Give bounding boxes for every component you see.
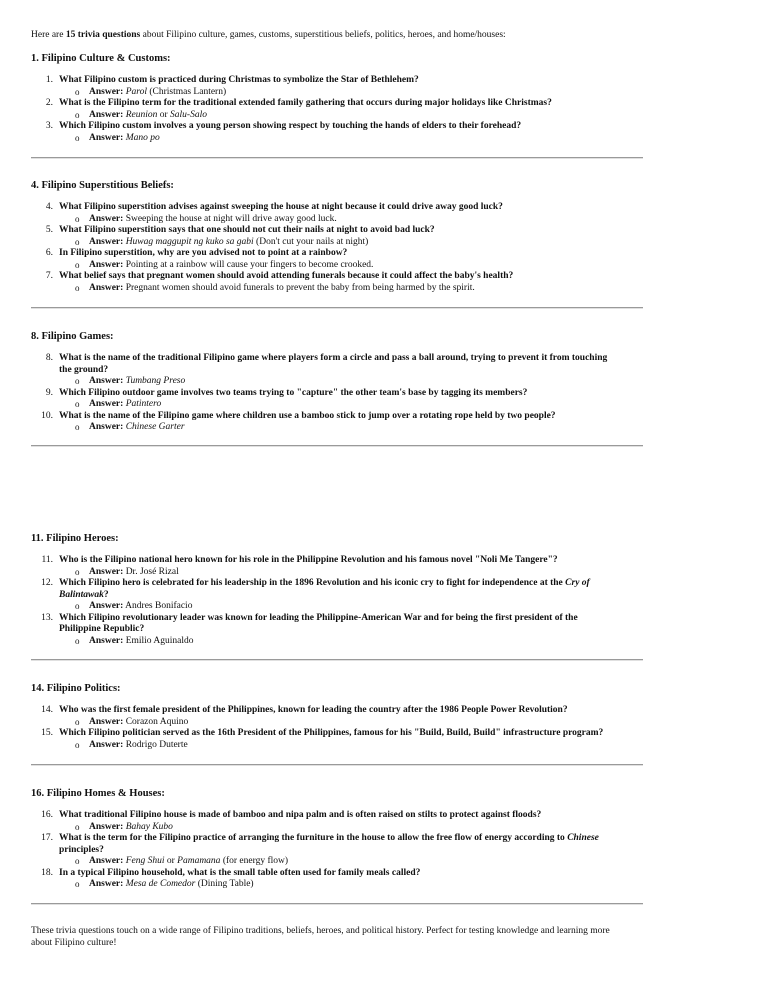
answer-label: Answer: xyxy=(89,213,124,224)
question-text-emphasis: Chinese xyxy=(567,833,599,843)
intro-strong: 15 trivia questions xyxy=(65,30,141,40)
answer-value: Parol xyxy=(125,86,147,97)
answer-item xyxy=(31,717,643,729)
intro-suffix: about Filipino culture, games, customs, superstitious beliefs, politics, heroes, and home/houses: xyxy=(140,30,506,40)
answer-item xyxy=(31,237,643,249)
question-text-line2: the ground? xyxy=(59,364,109,375)
bullet-icon: o xyxy=(75,716,80,727)
bullet-icon: o xyxy=(75,635,80,646)
closing-paragraph xyxy=(31,925,641,949)
question-number: 5. xyxy=(45,225,53,235)
question-text: Which Filipino politician served as the 16th President of the Philippines, famous for his "Build, Build, Build" infrastructure program? xyxy=(59,728,604,738)
question-item xyxy=(31,98,643,110)
question-number: 10. xyxy=(41,410,53,421)
question-number: 2. xyxy=(45,98,53,108)
bullet-icon: o xyxy=(75,86,80,97)
answer-label: Answer: xyxy=(89,601,124,611)
question-text: What traditional Filipino house is made of bamboo and nipa palm and is often raised on stilts to protect against floods? xyxy=(59,810,542,820)
answer-value: Feng Shui xyxy=(125,856,165,866)
question-number: 4. xyxy=(45,202,53,212)
answer-item xyxy=(31,601,643,613)
question-item xyxy=(31,868,643,880)
question-number: 14. xyxy=(41,705,53,715)
answer-connector: or xyxy=(157,109,171,120)
bullet-icon: o xyxy=(75,422,80,432)
section-title: 8. Filipino Games: xyxy=(31,331,114,342)
answer-item xyxy=(31,110,643,122)
question-text xyxy=(59,353,643,376)
bullet-icon: o xyxy=(75,601,80,611)
divider-line xyxy=(31,659,643,661)
answer-item xyxy=(31,87,643,99)
answer-value: Emilio Aguinaldo xyxy=(125,635,194,646)
question-text-line1: What is the term for the Filipino practice of arranging the furniture in the house to allow the free flow of energy according to xyxy=(59,833,568,843)
answer-item xyxy=(31,260,643,272)
answer-item xyxy=(31,283,643,295)
bullet-icon: o xyxy=(75,856,80,866)
answer-value: Patintero xyxy=(125,399,162,409)
divider-line xyxy=(31,307,643,309)
answer-value: Andres Bonifacio xyxy=(125,601,193,611)
section-title: 11. Filipino Heroes: xyxy=(31,533,119,544)
divider-line xyxy=(31,903,643,905)
answer-item xyxy=(31,740,643,752)
answer-value: Huwag maggupit ng kuko sa gabi xyxy=(125,236,254,247)
answer-label: Answer: xyxy=(89,236,124,247)
answer-item xyxy=(31,567,643,579)
question-text: What Filipino superstition advises against sweeping the house at night because it could drive away good luck? xyxy=(59,202,503,212)
answer-value: Chinese Garter xyxy=(125,422,185,432)
question-text-line2: principles? xyxy=(59,844,104,855)
answer-label: Answer: xyxy=(89,566,124,577)
question-text xyxy=(59,833,643,856)
bullet-icon: o xyxy=(75,213,80,224)
question-number: 6. xyxy=(45,248,53,258)
answer-item xyxy=(31,399,643,411)
answer-value: Mesa de Comedor xyxy=(125,879,196,889)
question-text: What is the Filipino term for the traditional extended family gathering that occurs during major holidays like Christmas? xyxy=(59,98,552,108)
closing-text-line2: about Filipino culture! xyxy=(31,938,117,948)
question-item xyxy=(31,833,643,856)
question-text: Who is the Filipino national hero known for his role in the Philippine Revolution and his famous novel "Noli Me Tangere"? xyxy=(59,555,558,565)
bullet-icon: o xyxy=(75,376,80,386)
closing-text-line1: These trivia questions touch on a wide range of Filipino traditions, beliefs, heroes, and political history. Perfect for testing knowledge and learning more xyxy=(31,926,610,936)
question-number: 15. xyxy=(41,728,53,738)
answer-label: Answer: xyxy=(89,821,124,832)
question-number: 11. xyxy=(41,555,53,565)
answer-item xyxy=(31,636,643,648)
question-text-line1: What is the name of the traditional Filipino game where players form a circle and pass a ball around, trying to prevent it from touching xyxy=(59,353,608,363)
question-item xyxy=(31,411,643,423)
answer-item xyxy=(31,376,643,388)
bullet-icon: o xyxy=(75,821,80,832)
question-text: Who was the first female president of the Philippines, known for leading the country after the 1986 People Power Revolution? xyxy=(59,705,568,715)
answer-value: Pregnant women should avoid funerals to prevent the baby from being harmed by the spirit. xyxy=(125,282,475,293)
answer-label: Answer: xyxy=(89,282,124,293)
section-games xyxy=(31,331,643,434)
question-text: What Filipino superstition says that one should not cut their nails at night to avoid bad luck? xyxy=(59,225,435,235)
answer-item xyxy=(31,822,643,834)
answer-item xyxy=(31,856,643,868)
question-item xyxy=(31,121,643,133)
question-item xyxy=(31,613,643,636)
question-number: 7. xyxy=(45,271,53,281)
question-item xyxy=(31,353,643,376)
answer-value: Pointing at a rainbow will cause your fingers to become crooked. xyxy=(125,259,374,270)
question-item xyxy=(31,202,643,214)
answer-suffix: (Christmas Lantern) xyxy=(146,86,227,97)
question-item xyxy=(31,555,643,567)
answer-value-alt: Pamamana xyxy=(177,856,221,866)
question-text: Which Filipino outdoor game involves two teams trying to "capture" the other team's base by tagging its members? xyxy=(59,387,528,398)
question-text-line1: Which Filipino revolutionary leader was known for leading the Philippine-American War and for being the first president of the xyxy=(59,612,578,623)
answer-value: Corazon Aquino xyxy=(125,716,189,727)
question-number: 8. xyxy=(45,353,53,363)
question-item xyxy=(31,271,643,283)
answer-suffix: (Don't cut your nails at night) xyxy=(253,236,369,247)
question-text: What is the name of the Filipino game where children use a bamboo stick to jump over a rotating rope held by two people? xyxy=(59,410,556,421)
question-text: What Filipino custom is practiced during Christmas to symbolize the Star of Bethlehem? xyxy=(59,75,419,85)
answer-label: Answer: xyxy=(89,422,124,432)
question-text-emphasis: Balintawak xyxy=(59,589,104,600)
answer-item xyxy=(31,133,643,145)
answer-label: Answer: xyxy=(89,739,124,750)
bullet-icon: o xyxy=(75,109,80,120)
question-text xyxy=(59,613,643,636)
answer-suffix: (Dining Table) xyxy=(195,879,254,889)
answer-label: Answer: xyxy=(89,879,124,889)
intro-prefix: Here are xyxy=(31,30,66,40)
question-text-line2: ? xyxy=(103,589,109,600)
answer-value: Rodrigo Duterte xyxy=(125,739,188,750)
answer-value: Mano po xyxy=(125,132,160,143)
question-text-emphasis: Cry of xyxy=(565,578,590,588)
answer-item xyxy=(31,214,643,226)
question-number: 17. xyxy=(41,833,53,843)
bullet-icon: o xyxy=(75,259,80,270)
question-text xyxy=(59,578,643,601)
divider-line xyxy=(31,157,643,159)
section-culture xyxy=(31,53,643,144)
intro-paragraph xyxy=(31,30,506,40)
question-number: 1. xyxy=(45,75,53,85)
section-title: 1. Filipino Culture & Customs: xyxy=(31,53,171,64)
question-text: What belief says that pregnant women should avoid attending funerals because it could affect the baby's health? xyxy=(59,271,514,281)
answer-label: Answer: xyxy=(89,399,124,409)
answer-item xyxy=(31,879,643,891)
question-text: In a typical Filipino household, what is the small table often used for family meals called? xyxy=(59,867,421,878)
divider-line xyxy=(31,445,643,447)
answer-value: Sweeping the house at night will drive away good luck. xyxy=(125,213,337,224)
question-item xyxy=(31,388,643,400)
question-item xyxy=(31,728,643,740)
answer-value: Dr. José Rizal xyxy=(125,566,179,577)
answer-value: Tumbang Preso xyxy=(125,376,186,386)
question-text-line1: Which Filipino hero is celebrated for his leadership in the 1896 Revolution and his iconic cry to fight for independence at the xyxy=(59,578,566,588)
question-item xyxy=(31,75,643,87)
divider-line xyxy=(31,764,643,766)
section-title: 16. Filipino Homes & Houses: xyxy=(31,788,165,799)
answer-suffix: (for energy flow) xyxy=(220,856,289,866)
question-item xyxy=(31,225,643,237)
question-item xyxy=(31,810,643,822)
question-item xyxy=(31,705,643,717)
bullet-icon: o xyxy=(75,236,80,247)
bullet-icon: o xyxy=(75,739,80,750)
answer-label: Answer: xyxy=(89,716,124,727)
section-title: 4. Filipino Superstitious Beliefs: xyxy=(31,180,174,191)
answer-item xyxy=(31,422,643,434)
question-number: 3. xyxy=(45,121,53,131)
question-item xyxy=(31,578,643,601)
question-text: Which Filipino custom involves a young person showing respect by touching the hands of elders to their forehead? xyxy=(59,121,522,131)
question-item xyxy=(31,248,643,260)
question-number: 12. xyxy=(41,578,53,588)
question-text-line2: Philippine Republic? xyxy=(59,624,145,634)
answer-label: Answer: xyxy=(89,856,124,866)
question-number: 18. xyxy=(41,867,53,878)
bullet-icon: o xyxy=(75,566,80,577)
answer-value: Reunion xyxy=(125,109,158,120)
answer-label: Answer: xyxy=(89,376,124,386)
answer-label: Answer: xyxy=(89,86,124,97)
answer-connector: or xyxy=(164,856,178,866)
bullet-icon: o xyxy=(75,132,80,143)
answer-value: Bahay Kubo xyxy=(125,821,173,832)
section-superstition xyxy=(31,180,643,294)
answer-label: Answer: xyxy=(89,109,124,120)
question-number: 13. xyxy=(41,612,53,623)
section-heroes xyxy=(31,533,643,647)
bullet-icon: o xyxy=(75,282,80,293)
answer-value-alt: Salu-Salo xyxy=(170,109,207,120)
question-number: 16. xyxy=(41,810,53,820)
answer-label: Answer: xyxy=(89,132,124,143)
section-title: 14. Filipino Politics: xyxy=(31,683,121,694)
answer-label: Answer: xyxy=(89,635,124,646)
question-number: 9. xyxy=(45,387,53,398)
answer-label: Answer: xyxy=(89,259,124,270)
question-text: In Filipino superstition, why are you advised not to point at a rainbow? xyxy=(59,248,348,258)
section-politics xyxy=(31,683,643,751)
section-homes xyxy=(31,788,643,891)
bullet-icon: o xyxy=(75,399,80,409)
bullet-icon: o xyxy=(75,879,80,889)
